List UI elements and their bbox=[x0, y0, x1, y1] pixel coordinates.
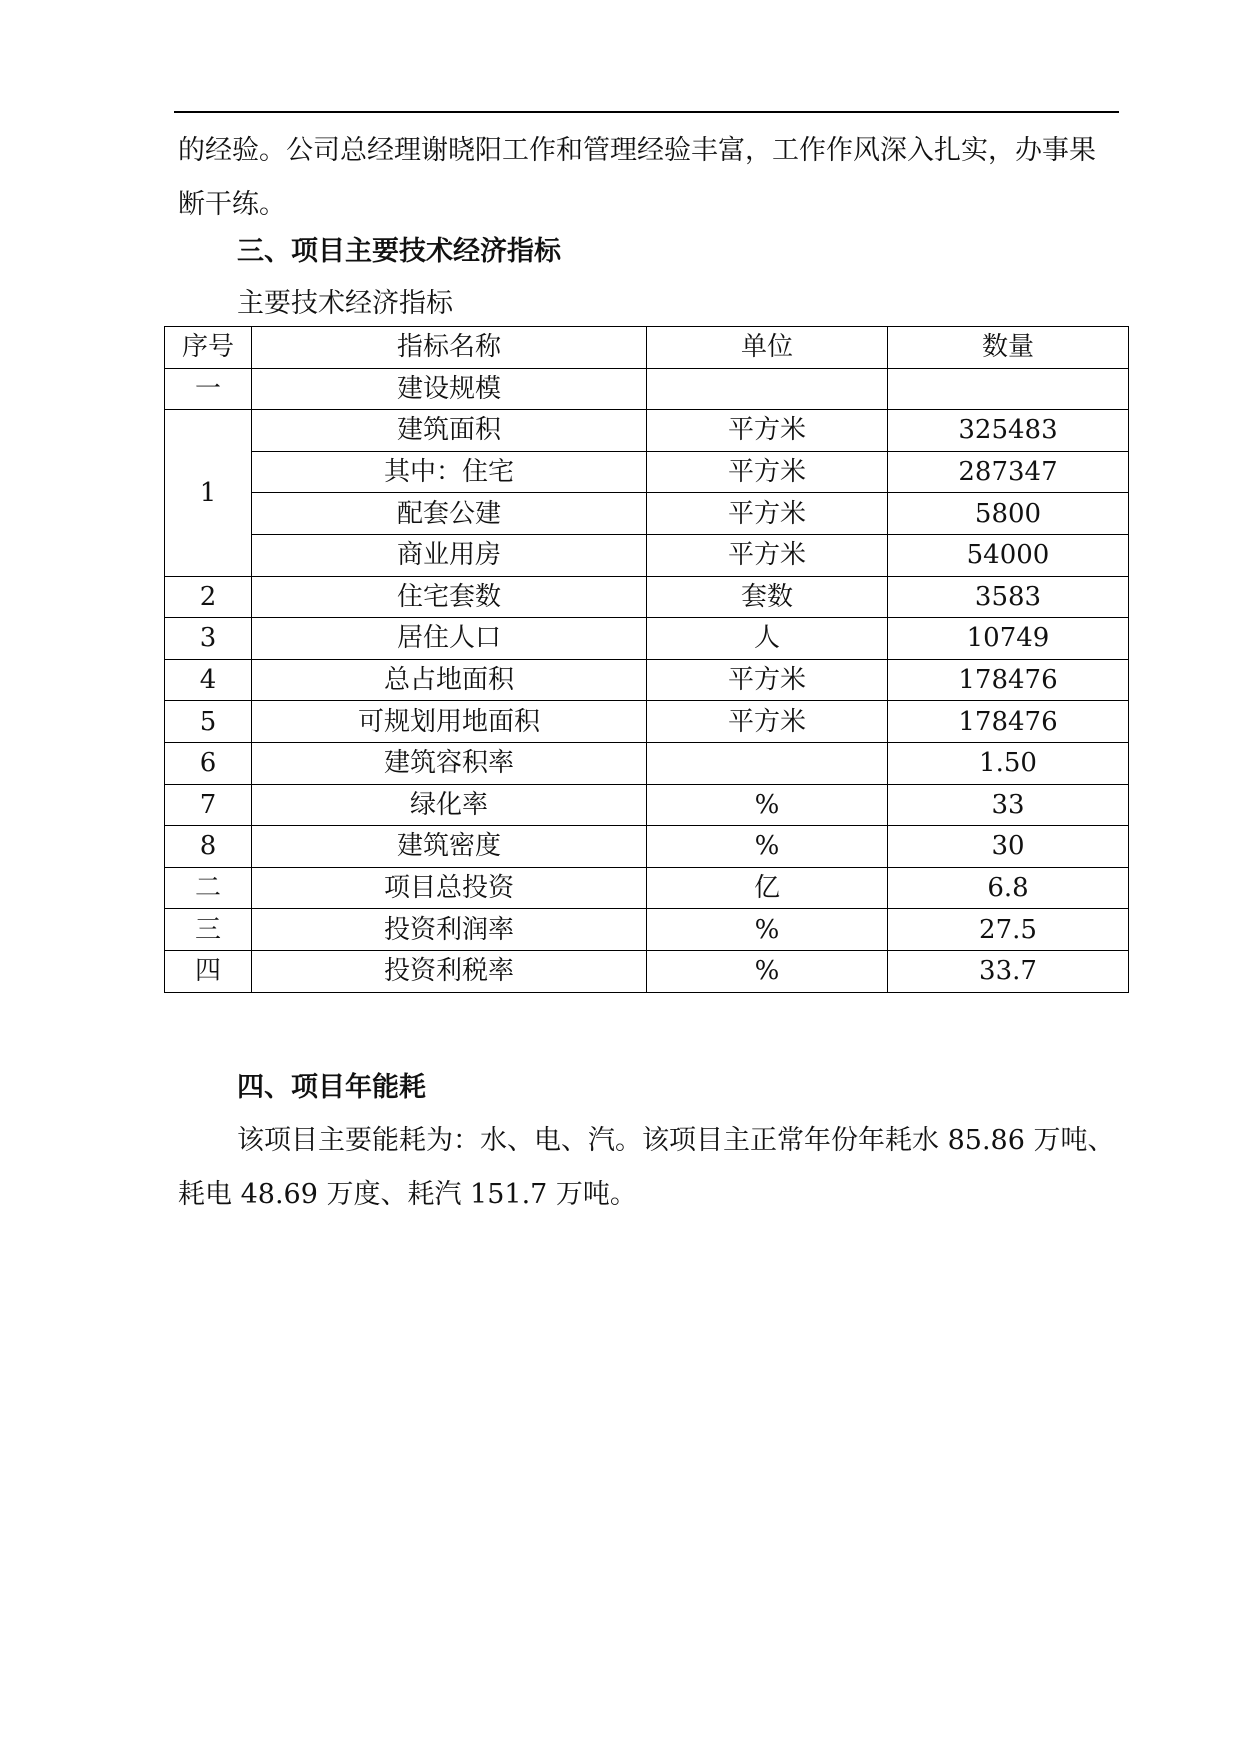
cell-name: 配套公建 bbox=[252, 493, 647, 535]
cell-unit: % bbox=[647, 826, 888, 868]
cell-unit: 平方米 bbox=[647, 451, 888, 493]
cell-name: 投资利润率 bbox=[252, 909, 647, 951]
cell-name: 住宅套数 bbox=[252, 576, 647, 618]
cell-name: 投资利税率 bbox=[252, 950, 647, 992]
cell-value: 10749 bbox=[888, 618, 1129, 660]
cell-unit: % bbox=[647, 784, 888, 826]
cell-no: 3 bbox=[165, 618, 252, 660]
cell-no: 7 bbox=[165, 784, 252, 826]
cell-unit: 亿 bbox=[647, 867, 888, 909]
cell-value bbox=[888, 368, 1129, 410]
cell-no: 二 bbox=[165, 867, 252, 909]
indicators-table bbox=[164, 326, 1129, 993]
cell-unit: 平方米 bbox=[647, 410, 888, 452]
cell-no: 5 bbox=[165, 701, 252, 743]
cell-name: 项目总投资 bbox=[252, 867, 647, 909]
cell-value: 1.50 bbox=[888, 742, 1129, 784]
table-caption: 主要技术经济指标 bbox=[237, 288, 453, 319]
table-row bbox=[165, 867, 1129, 909]
cell-unit: % bbox=[647, 950, 888, 992]
table-row bbox=[165, 368, 1129, 410]
section-3-heading: 三、项目主要技术经济指标 bbox=[237, 236, 561, 267]
cell-name: 建设规模 bbox=[252, 368, 647, 410]
table-header-row bbox=[165, 327, 1129, 369]
cell-name: 建筑密度 bbox=[252, 826, 647, 868]
cell-unit: 套数 bbox=[647, 576, 888, 618]
cell-no: 2 bbox=[165, 576, 252, 618]
section-4-heading: 四、项目年能耗 bbox=[237, 1072, 426, 1103]
cell-name: 居住人口 bbox=[252, 618, 647, 660]
cell-value: 287347 bbox=[888, 451, 1129, 493]
cell-no: 四 bbox=[165, 950, 252, 992]
header-value: 数量 bbox=[888, 327, 1129, 369]
cell-unit bbox=[647, 368, 888, 410]
cell-name: 建筑容积率 bbox=[252, 742, 647, 784]
cell-unit: 人 bbox=[647, 618, 888, 660]
cell-value: 5800 bbox=[888, 493, 1129, 535]
cell-value: 3583 bbox=[888, 576, 1129, 618]
cell-unit: 平方米 bbox=[647, 534, 888, 576]
table-row bbox=[165, 826, 1129, 868]
cell-value: 6.8 bbox=[888, 867, 1129, 909]
header-rule bbox=[174, 111, 1119, 113]
cell-unit: % bbox=[647, 909, 888, 951]
cell-name: 商业用房 bbox=[252, 534, 647, 576]
cell-value: 178476 bbox=[888, 659, 1129, 701]
cell-name: 建筑面积 bbox=[252, 410, 647, 452]
header-unit: 单位 bbox=[647, 327, 888, 369]
cell-unit: 平方米 bbox=[647, 493, 888, 535]
cell-value: 33.7 bbox=[888, 950, 1129, 992]
table-row bbox=[165, 784, 1129, 826]
cell-name: 其中：住宅 bbox=[252, 451, 647, 493]
cell-no: 1 bbox=[165, 410, 252, 576]
table-row bbox=[165, 742, 1129, 784]
table-row bbox=[165, 410, 1129, 452]
cell-name: 绿化率 bbox=[252, 784, 647, 826]
cell-no: 三 bbox=[165, 909, 252, 951]
cell-no: 8 bbox=[165, 826, 252, 868]
header-no: 序号 bbox=[165, 327, 252, 369]
table-row bbox=[165, 618, 1129, 660]
table-row bbox=[165, 701, 1129, 743]
cell-unit: 平方米 bbox=[647, 701, 888, 743]
table-row bbox=[165, 451, 1129, 493]
table-row bbox=[165, 493, 1129, 535]
cell-value: 178476 bbox=[888, 701, 1129, 743]
cell-value: 30 bbox=[888, 826, 1129, 868]
table-row bbox=[165, 909, 1129, 951]
table-row bbox=[165, 950, 1129, 992]
intro-paragraph: 的经验。公司总经理谢晓阳工作和管理经验丰富，工作作风深入扎实，办事果断干练。 bbox=[178, 135, 1096, 220]
cell-unit: 平方米 bbox=[647, 659, 888, 701]
cell-value: 54000 bbox=[888, 534, 1129, 576]
cell-no: 6 bbox=[165, 742, 252, 784]
cell-value: 27.5 bbox=[888, 909, 1129, 951]
cell-no: 一 bbox=[165, 368, 252, 410]
cell-value: 33 bbox=[888, 784, 1129, 826]
header-name: 指标名称 bbox=[252, 327, 647, 369]
table-row bbox=[165, 659, 1129, 701]
table-row bbox=[165, 576, 1129, 618]
cell-name: 总占地面积 bbox=[252, 659, 647, 701]
energy-paragraph: 该项目主要能耗为：水、电、汽。该项目主正常年份年耗水 85.86 万吨、耗电 48.69 万度、耗汽 151.7 万吨。 bbox=[178, 1125, 1115, 1210]
cell-unit bbox=[647, 742, 888, 784]
cell-value: 325483 bbox=[888, 410, 1129, 452]
cell-name: 可规划用地面积 bbox=[252, 701, 647, 743]
table-row bbox=[165, 534, 1129, 576]
cell-no: 4 bbox=[165, 659, 252, 701]
